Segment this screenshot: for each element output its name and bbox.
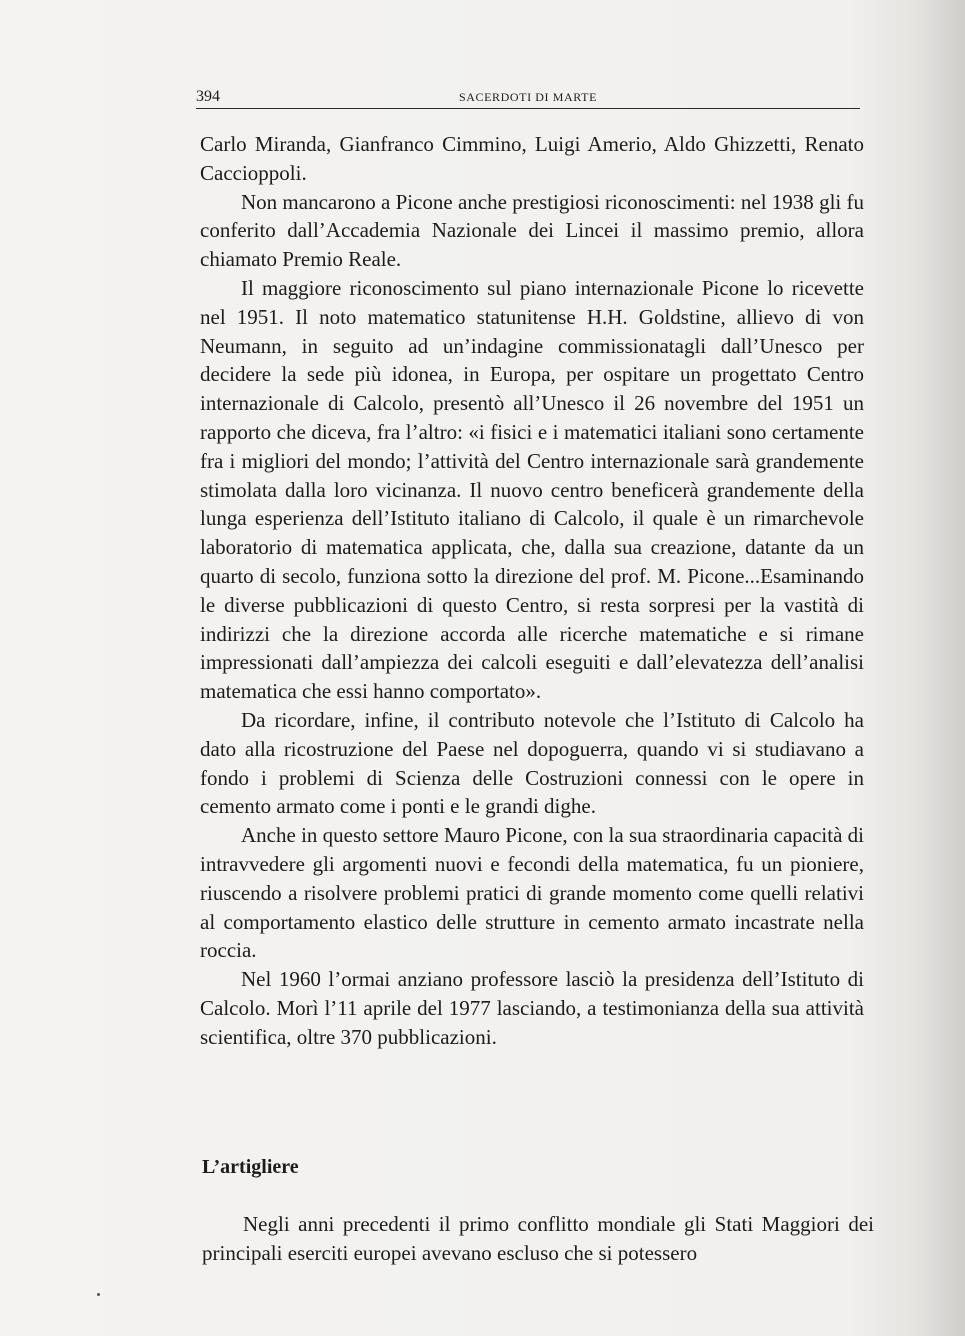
page-header bbox=[196, 86, 860, 109]
paragraph-pioneer: Anche in questo settore Mauro Picone, con la sua straordinaria capacità di intravvedere gli argomenti nuovi e fecondi della matematica, fu un pioniere, riuscendo a risolvere problemi pratici di grande momento come quelli relativi al comportamento elastico delle strutture in cemento armato incastrate nella roccia. bbox=[200, 823, 864, 963]
paragraph-reconstruction: Da ricordare, infine, il contributo notevole che l’Istituto di Calcolo ha dato alla ricostruzione del Paese nel dopoguerra, quando vi si studiavano a fondo i problemi di Scienza delle Costruzioni connessi con le opere in cemento armato come i ponti e le grandi dighe. bbox=[200, 707, 864, 819]
paragraph-retirement: Nel 1960 l’ormai anziano professore lasciò la presidenza dell’Istituto di Calcolo. Morì l’11 aprile del 1977 lasciando, a testimonianza della sua attività scientifica, oltre 370 pubblicazioni. bbox=[200, 967, 864, 1049]
page-number: 394 bbox=[196, 88, 220, 105]
running-title: SACERDOTI DI MARTE bbox=[458, 90, 598, 104]
scan-speck bbox=[97, 1293, 100, 1296]
paragraph-artillery: Negli anni precedenti il primo conflitto mondiale gli Stati Maggiori dei principali eserciti europei avevano escluso che si potessero bbox=[202, 1212, 874, 1265]
paragraph-continuation: Carlo Miranda, Gianfranco Cimmino, Luigi Amerio, Aldo Ghizzetti, Renato Caccioppoli. bbox=[200, 132, 864, 185]
section-body bbox=[202, 1210, 874, 1268]
paragraph-awards: Non mancarono a Picone anche prestigiosi riconoscimenti: nel 1938 gli fu conferito dall’Accademia Nazionale dei Lincei il massimo premio, allora chiamato Premio Reale. bbox=[200, 189, 864, 272]
section-heading: L’artigliere bbox=[202, 1156, 299, 1178]
paragraph-unesco-report: Il maggiore riconoscimento sul piano internazionale Picone lo ricevette nel 1951. Il noto matematico statunitense H.H. Goldstine, allievo di von Neumann, in seguito ad un’indagine commissionatagli dall’Unesco per decidere la sede più idonea, in Europa, per ospitare un progettato Centro internazionale di Calcolo, presentò all’Unesco il 26 novembre del 1951 un rapporto che diceva, fra l’altro: «i fisici e i matematici italiani sono certamente fra i migliori del mondo; l’attività del Centro internazionale sarà grandemente stimolata dalla loro vicinanza. Il nuovo centro beneficerà grandemente della lunga esperienza dell’Istituto italiano di Calcolo, il quale è un rimarchevole laboratorio di matematica applicata, che, dalla sua creazione, datante da un quarto di secolo, funziona sotto la direzione del prof. M. Picone...Esaminando le diverse pubblicazioni di questo Centro, si resta sorpresi per la vastità di indirizzi che la direzione accorda alle ricerche matematiche e si rimane impressionati dall’ampiezza dei calcoli eseguiti e dall’elevatezza dell’analisi matematica che essi hanno comportato». bbox=[200, 275, 864, 704]
main-text bbox=[200, 130, 864, 1052]
